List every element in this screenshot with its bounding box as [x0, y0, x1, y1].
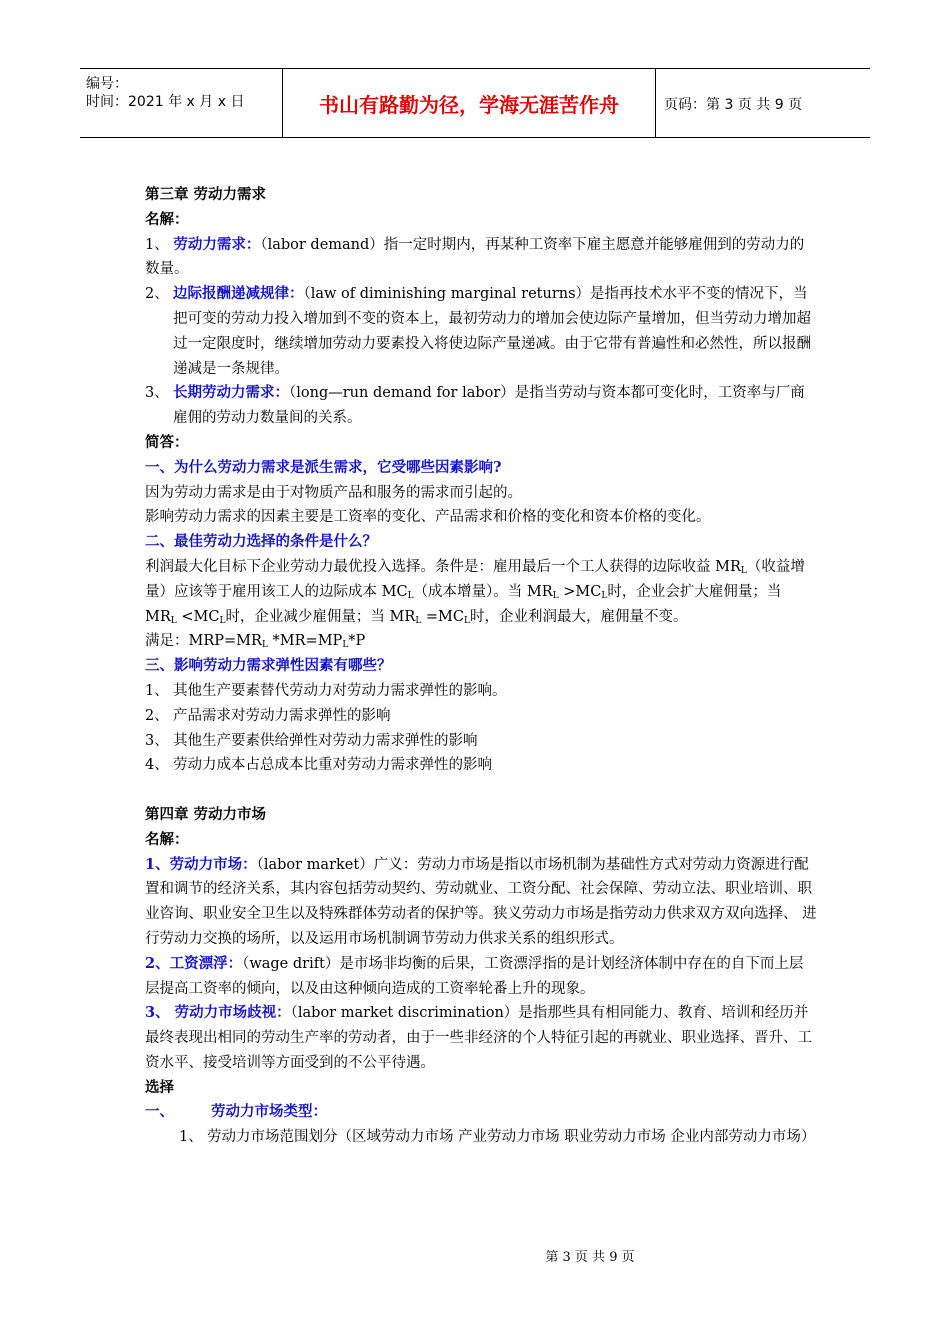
formula-text: *MR=MP — [267, 633, 343, 650]
page-footer — [0, 1246, 950, 1265]
list-number: 2、 — [145, 707, 169, 724]
header-info-cell — [80, 69, 283, 137]
answer-2 — [145, 555, 817, 629]
answer-text: =MC — [421, 608, 464, 625]
subscript-l: L — [464, 615, 470, 626]
list-number: 4、 — [145, 757, 169, 774]
ch4-terms-label: 名解： — [145, 830, 189, 848]
header-page-cell — [656, 69, 870, 137]
list-item — [145, 729, 817, 754]
term-definition: （law of diminishing marginal returns）是指再技术水平不变的情况下，当把可变的劳动力投入增加到不变的资本上，最初劳动力的增加会使边际产量增加，但当劳动力增加超过一定限度时，继续增加劳动力要素投入将使边际产量递减。由于它带有普遍性和必然性，所以报酬递减是一条规律。 — [173, 286, 811, 377]
term-name: 劳动力需求： — [173, 235, 261, 253]
question-1: 一、为什么劳动力需求是派生需求，它受哪些因素影响? — [145, 458, 502, 476]
subscript-l: L — [219, 615, 226, 626]
term-name: 长期劳动力需求： — [173, 384, 289, 402]
motto: 书山有路勤为径，学海无涯苦作舟 — [319, 93, 619, 117]
subscript-l: L — [740, 565, 747, 576]
list-item — [145, 704, 817, 729]
ch4-term-1 — [145, 853, 817, 952]
subscript-l: L — [261, 640, 268, 651]
answer-text: （成本增量）。当 MR — [413, 583, 553, 600]
choice-number: 一、 — [145, 1103, 174, 1121]
answer-1-line-2: 影响劳动力需求的因素主要是工资率的变化、产品需求和价格的变化和资本价格的变化。 — [145, 509, 711, 526]
choice-1-item — [145, 1125, 817, 1150]
question-3: 三、影响劳动力需求弹性因素有哪些？ — [145, 657, 392, 675]
time-label: 时间：2021 年 x 月 x 日 — [86, 94, 245, 110]
term-name: 边际报酬递减规律： — [173, 285, 304, 303]
choice-term: 劳动力市场类型： — [211, 1103, 327, 1121]
term-name: 1、劳动力市场： — [145, 855, 257, 873]
list-text: 产品需求对劳动力需求弹性的影响 — [173, 707, 391, 724]
code-label: 编号： — [86, 76, 128, 92]
ch3-short-answer-label: 简答： — [145, 433, 189, 451]
term-number: 3、 — [145, 385, 169, 402]
answer-text: 时，企业减少雇佣量；当 MR — [225, 608, 416, 625]
ch3-term-3 — [145, 381, 817, 431]
term-definition: （labor demand）指一定时期内，再某种工资率下雇主愿意并能够雇佣到的劳动力的数量。 — [145, 236, 805, 278]
subscript-l: L — [170, 615, 177, 626]
answer-text: （收益增量）应该等于雇用该工人的边际成本 MC — [145, 558, 805, 600]
term-number: 2、 — [145, 286, 169, 303]
answer-text: 时，企业会扩大雇佣量；当 MR — [145, 583, 782, 625]
answer-text: 利润最大化目标下企业劳动力最优投入选择。条件是：雇用最后一个工人获得的边际收益 MR — [145, 558, 741, 575]
page-header — [80, 68, 870, 138]
term-number: 1、 — [145, 236, 169, 253]
list-number: 3、 — [145, 732, 169, 749]
term-definition: （long—run demand for labor）是指当劳动与资本都可变化时，工资率与厂商雇佣的劳动力数量间的关系。 — [173, 385, 805, 427]
chapter4-title: 第四章 劳动力市场 — [145, 805, 267, 823]
ch3-term-2 — [145, 282, 817, 381]
page-number-label: 页码：第 3 页 共 9 页 — [664, 97, 803, 113]
answer-1-line-1: 因为劳动力需求是由于对物质产品和服务的需求而引起的。 — [145, 484, 522, 501]
subscript-l: L — [601, 590, 608, 601]
answer-text: <MC — [176, 608, 220, 625]
list-number: 1、 — [145, 682, 169, 699]
item-text: 劳动力市场范围划分（区域劳动力市场 产业劳动力市场 职业劳动力市场 企业内部劳动力市场） — [207, 1129, 816, 1146]
subscript-l: L — [552, 590, 559, 601]
formula-text: *P — [348, 633, 366, 650]
list-text: 劳动力成本占总成本比重对劳动力需求弹性的影响 — [173, 757, 492, 774]
list-item — [145, 679, 817, 704]
ch4-choice-label: 选择 — [145, 1078, 174, 1096]
subscript-l: L — [415, 615, 422, 626]
section-gap — [145, 778, 817, 803]
choice-1 — [145, 1100, 817, 1125]
question-2: 二、最佳劳动力选择的条件是什么？ — [145, 533, 377, 551]
formula-text: 满足：MRP=MR — [145, 633, 262, 650]
answer-text: 时，企业利润最大，雇佣量不变。 — [469, 608, 688, 625]
subscript-l: L — [407, 590, 414, 601]
term-definition: （wage drift）是市场非均衡的后果，工资漂浮指的是计划经济体制中存在的自下而上层层提高工资率的倾向，以及由这种倾向造成的工资率轮番上升的现象。 — [145, 955, 804, 997]
answer-text: >MC — [558, 583, 602, 600]
term-definition: （labor market discrimination）是指那些具有相同能力、教育、培训和经历并最终表现出相同的劳动生产率的劳动者，由于一些非经济的个人特征引起的再就业、职业选择、晋升、工资水平、接受培训等方面受到的不公平待遇。 — [145, 1005, 812, 1071]
header-motto-cell — [283, 69, 656, 137]
document-body — [145, 183, 817, 1150]
ch3-terms-label: 名解： — [145, 210, 189, 228]
ch3-term-1 — [145, 233, 817, 283]
term-name: 2、工资漂浮： — [145, 954, 243, 972]
chapter3-title: 第三章 劳动力需求 — [145, 186, 267, 203]
list-text: 其他生产要素替代劳动力对劳动力需求弹性的影响。 — [173, 682, 507, 699]
ch4-term-3 — [145, 1001, 817, 1075]
ch4-term-2 — [145, 952, 817, 1002]
answer-2-formula — [145, 629, 817, 654]
list-item — [145, 753, 817, 778]
term-name: 3、 劳动力市场歧视： — [145, 1004, 291, 1022]
item-number: 1、 — [179, 1129, 203, 1146]
footer-page-number: 第 3 页 共 9 页 — [545, 1250, 635, 1265]
term-definition: （labor market）广义：劳动力市场是指以市场机制为基础性方式对劳动力资源进行配置和调节的经济关系，其内容包括劳动契约、劳动就业、工资分配、社会保障、劳动立法、职业培训、职业咨询、职业安全卫生以及特殊群体劳动者的保护等。狭义劳动力市场是指劳动力供求双方双向选择、 进行劳动力交换的场所，以及运用市场机制调节劳动力供求关系的组织形式。 — [145, 856, 817, 947]
list-text: 其他生产要素供给弹性对劳动力需求弹性的影响 — [173, 732, 478, 749]
subscript-l: L — [342, 640, 349, 651]
